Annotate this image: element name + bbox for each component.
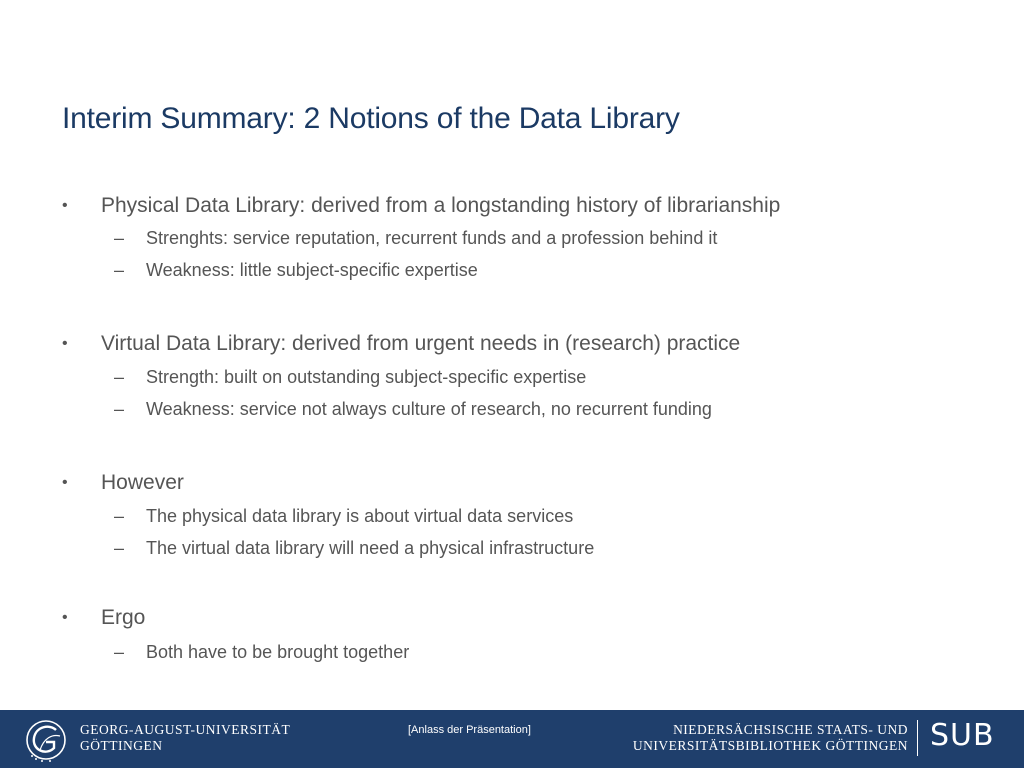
sub-bullet-text: Strenghts: service reputation, recurrent funds and a profession behind it <box>146 228 718 248</box>
bullet-text: Physical Data Library: derived from a longstanding history of librarianship <box>101 194 781 217</box>
sub-bullet-item <box>114 367 586 388</box>
sub-bullet-text: The physical data library is about virtual data services <box>146 506 574 526</box>
sub-bullet-text: Both have to be brought together <box>146 642 410 662</box>
bullet-marker: • <box>62 609 68 626</box>
sub-bullet-text: The virtual data library will need a physical infrastructure <box>146 538 595 558</box>
sub-bullet-item <box>114 399 712 420</box>
library-name-line2: UNIVERSITÄTSBIBLIOTHEK GÖTTINGEN <box>632 738 908 753</box>
sub-bullet-text: Weakness: service not always culture of research, no recurrent funding <box>146 399 712 419</box>
footer-divider <box>917 720 918 756</box>
sub-bullet-marker: – <box>114 228 125 248</box>
university-name <box>80 722 290 754</box>
presentation-occasion: [Anlass der Präsentation] <box>408 724 531 736</box>
bullet-marker: • <box>62 197 68 214</box>
sub-bullet-item <box>114 506 573 527</box>
bullet-item <box>62 332 740 356</box>
sub-bullet-marker: – <box>114 367 125 387</box>
bullet-text: Ergo <box>101 606 146 629</box>
sub-bullet-marker: – <box>114 399 125 419</box>
university-name-line1: GEORG-AUGUST-UNIVERSITÄT <box>80 722 291 737</box>
bullet-marker: • <box>62 335 68 352</box>
slide-title: Interim Summary: 2 Notions of the Data Library <box>62 102 680 135</box>
sub-bullet-item <box>114 228 717 249</box>
bullet-text: However <box>101 471 184 494</box>
library-name-line1: NIEDERSÄCHSISCHE STAATS- UND <box>673 722 908 737</box>
sub-bullet-item <box>114 260 478 281</box>
sub-bullet-marker: – <box>114 642 125 662</box>
bullet-item <box>62 606 145 630</box>
sub-bullet-marker: – <box>114 506 125 526</box>
sub-bullet-marker: – <box>114 260 125 280</box>
university-name-line2: GÖTTINGEN <box>80 738 163 753</box>
bullet-marker: • <box>62 474 68 491</box>
bullet-item <box>62 471 184 495</box>
library-name <box>633 722 908 754</box>
sub-bullet-marker: – <box>114 538 125 558</box>
sub-bullet-text: Weakness: little subject-specific expertise <box>146 260 478 280</box>
university-seal-icon <box>22 716 74 764</box>
sub-bullet-item <box>114 538 594 559</box>
bullet-text: Virtual Data Library: derived from urgent needs in (research) practice <box>101 332 741 355</box>
footer-bar <box>0 710 1024 768</box>
sub-bullet-item <box>114 642 409 663</box>
sub-bullet-text: Strength: built on outstanding subject-specific expertise <box>146 367 587 387</box>
bullet-item <box>62 194 780 218</box>
sub-logo: SUB <box>930 718 995 753</box>
